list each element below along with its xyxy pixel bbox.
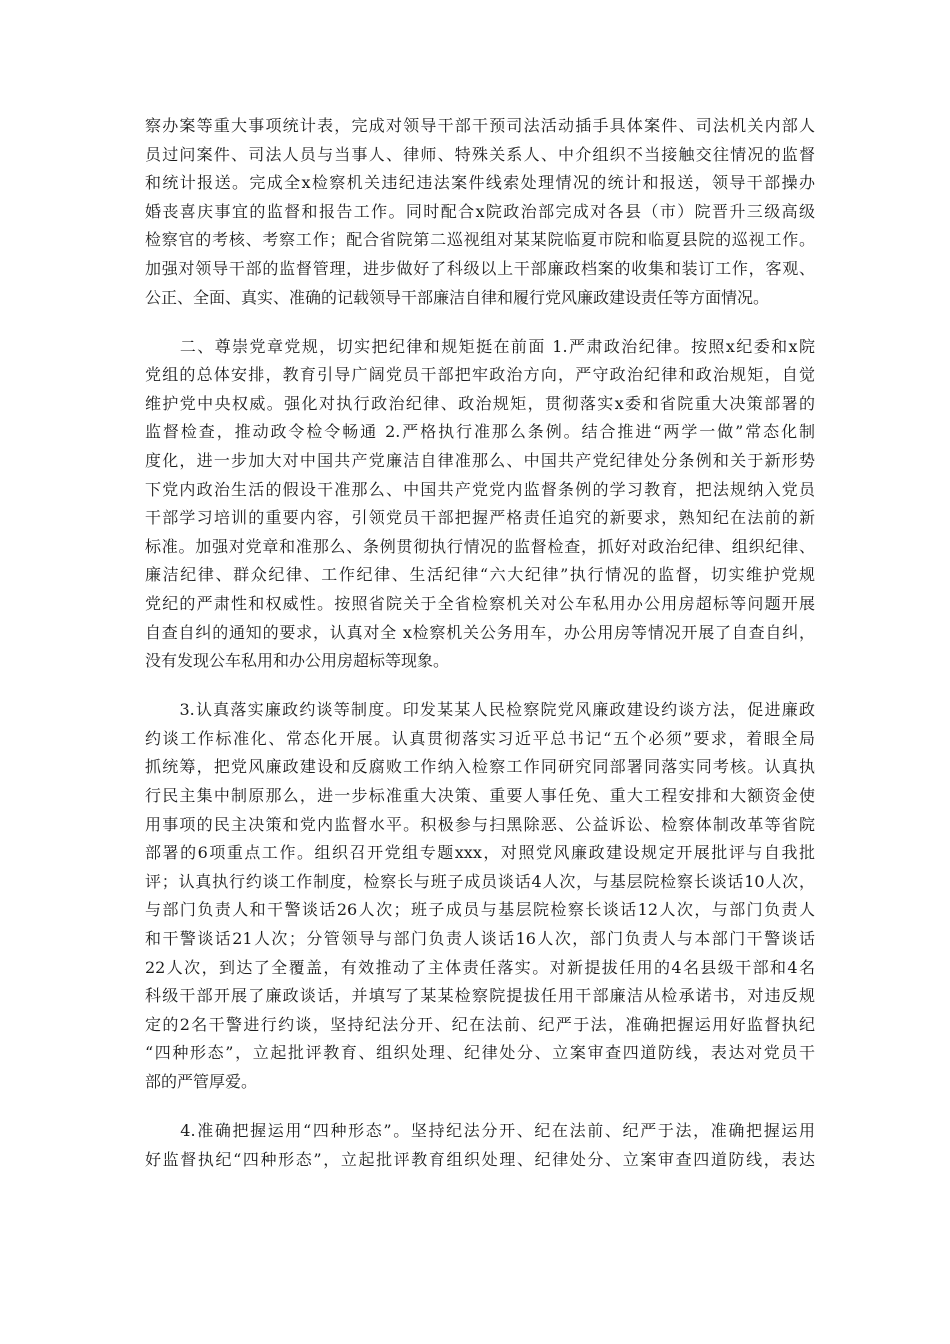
document-page — [145, 112, 815, 1195]
text-line: 党纪的严肃性和权威性。按照省院关于全省检察机关对公车私用办公用房超标等问题开展 — [145, 594, 815, 613]
paragraph-integrity-talks — [145, 696, 815, 1096]
text-line: 22人次，到达了全覆盖，有效推动了主体责任落实。对新提拔任用的4名县级干部和4名 — [145, 957, 815, 977]
text-line: 定的2名干警进行约谈，坚持纪法分开、纪在法前、纪严于法，准确把握运用好监督执纪 — [145, 1014, 815, 1034]
text-line: 4.准确把握运用“四种形态”。坚持纪法分开、纪在法前、纪严于法，准确把握运用 — [145, 1121, 815, 1141]
paragraph-supervision-statistics — [145, 112, 815, 312]
text-line: 3.认真落实廉政约谈等制度。印发某某人民检察院党风廉政建设约谈方法，促进廉政 — [145, 700, 815, 720]
text-line: 下党内政治生活的假设干准那么、中国共产党党内监督条例的学习教育，把法规纳入党员 — [145, 479, 815, 499]
text-line: 员过问案件、司法人员与当事人、律师、特殊关系人、中介组织不当接触交往情况的监督 — [145, 144, 815, 164]
text-line: 公正、全面、真实、准确的记载领导干部廉洁自律和履行党风廉政建设责任等方面情况。 — [145, 287, 770, 307]
text-line: 抓统筹，把党风廉政建设和反腐败工作纳入检察工作同研究同部署同落实同考核。认真执 — [145, 757, 815, 777]
paragraph-four-forms — [145, 1117, 815, 1174]
text-line: 加强对领导干部的监督管理，进步做好了科级以上干部廉政档案的收集和装订工作，客观、 — [145, 258, 815, 278]
text-line: 科级干部开展了廉政谈话，并填写了某某检察院提拔任用干部廉洁从检承诺书，对违反规 — [145, 986, 815, 1006]
text-line: 与部门负责人和干警谈话26人次；班子成员与基层院检察长谈话12人次，与部门负责人 — [145, 900, 815, 920]
text-line: 度化，进一步加大对中国共产党廉洁自律准那么、中国共产党纪律处分条例和关于新形势 — [145, 451, 815, 471]
text-line: 用事项的民主决策和党内监督水平。积极参与扫黑除恶、公益诉讼、检察体制改革等省院 — [145, 814, 815, 834]
text-line: 没有发现公车私用和办公用房超标等现象。 — [145, 651, 450, 671]
text-line: 约谈工作标准化、常态化开展。认真贯彻落实习近平总书记“五个必须”要求，着眼全局 — [145, 728, 815, 748]
text-line: 好监督执纪“四种形态”，立起批评教育组织处理、纪律处分、立案审查四道防线，表达 — [145, 1149, 815, 1169]
text-line: 和干警谈话21人次；分管领导与部门负责人谈话16人次，部门负责人与本部门干警谈话 — [145, 929, 815, 949]
paragraph-party-discipline — [145, 333, 815, 676]
text-line: 维护党中央权威。强化对执行政治纪律、政治规矩，贯彻落实x委和省院重大决策部署的 — [145, 393, 815, 413]
text-line: 行民主集中制原那么，进一步标准重大决策、重要人事任免、重大工程安排和大额资金使 — [145, 786, 815, 806]
text-line: 廉洁纪律、群众纪律、工作纪律、生活纪律“六大纪律”执行情况的监督，切实维护党规 — [145, 565, 815, 585]
text-line: 党组的总体安排，教育引导广阔党员干部把牢政治方向，严守政治纪律和政治规矩，自觉 — [145, 365, 815, 385]
text-line: “四种形态”，立起批评教育、组织处理、纪律处分、立案审查四道防线，表达对党员干 — [145, 1043, 815, 1063]
text-line: 监督检查，推动政令检令畅通 2.严格执行准那么条例。结合推进“两学一做”常态化制 — [145, 422, 815, 442]
text-line: 部的严管厚爱。 — [145, 1072, 258, 1091]
text-line: 二、尊崇党章党规，切实把纪律和规矩挺在前面 1.严肃政治纪律。按照x纪委和x院 — [145, 336, 815, 356]
text-line: 评；认真执行约谈工作制度，检察长与班子成员谈话4人次，与基层院检察长谈话10人次， — [145, 871, 815, 891]
text-line: 婚丧喜庆事宜的监督和报告工作。同时配合x院政治部完成对各县（市）院晋升三级高级 — [145, 201, 815, 221]
text-line: 和统计报送。完成全x检察机关违纪违法案件线索处理情况的统计和报送，领导干部操办 — [145, 173, 815, 193]
text-line: 察办案等重大事项统计表，完成对领导干部干预司法活动插手具体案件、司法机关内部人 — [145, 116, 815, 135]
text-line: 检察官的考核、考察工作；配合省院第二巡视组对某某院临夏市院和临夏县院的巡视工作。 — [145, 230, 815, 250]
text-line: 自查自纠的通知的要求，认真对全 x检察机关公务用车，办公用房等情况开展了自查自纠， — [145, 622, 815, 642]
text-line: 部署的6项重点工作。组织召开党组专题xxx，对照党风廉政建设规定开展批评与自我批 — [145, 843, 815, 863]
text-line: 干部学习培训的重要内容，引领党员干部把握严格责任追究的新要求，熟知纪在法前的新 — [145, 508, 815, 528]
text-line: 标准。加强对党章和准那么、条例贯彻执行情况的监督检查，抓好对政治纪律、组织纪律、 — [145, 536, 815, 556]
